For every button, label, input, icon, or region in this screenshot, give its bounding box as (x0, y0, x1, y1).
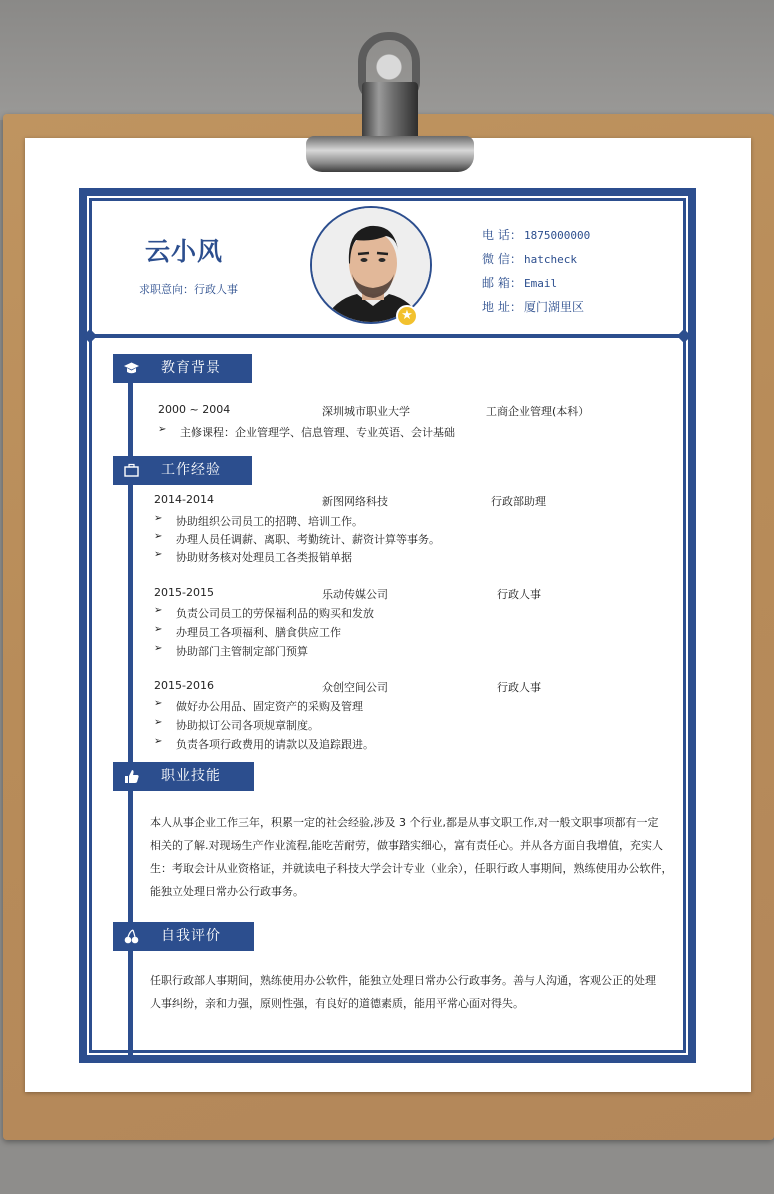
education-courses: 主修课程：企业管理学、信息管理、专业英语、会计基础 (180, 426, 455, 439)
section-education-title: 教育背景 (161, 360, 221, 376)
contact-phone-value: 1875000000 (524, 229, 591, 242)
self-eval-line: 任职行政部人事期间，熟练使用办公软件，能独立处理日常办公行政事务。善与人沟通，客观公正的处理 (150, 974, 656, 987)
job-intent (139, 281, 238, 297)
bullet-arrow-icon: ➢ (154, 717, 163, 728)
skills-line: 生：考取会计从业资格证，并就读电子科技大学会计专业（业余），任职行政人事期间，熟练使用办公软件， (150, 862, 673, 875)
briefcase-icon (123, 462, 140, 479)
cherries-icon (123, 928, 140, 945)
bullet-arrow-icon: ➢ (154, 736, 163, 747)
section-self-eval-title: 自我评价 (161, 928, 221, 944)
self-eval-line: 人事纠纷，亲和力强，原则性强，有良好的道德素质，能用平常心面对得失。 (150, 997, 524, 1010)
bullet-arrow-icon: ➢ (158, 424, 167, 435)
skills-line: 相关的了解.对现场生产作业流程,能吃苦耐劳，做事踏实细心，富有责任心。并从各方面自我增值，充实人 (150, 839, 663, 852)
thumbs-up-icon (123, 768, 140, 785)
header-divider (89, 334, 686, 338)
section-skills-title: 职业技能 (161, 768, 221, 784)
skills-paragraph (150, 811, 673, 903)
contact-email-label: 邮 箱： (482, 276, 522, 290)
job-duty: 负责公司员工的劳保福利品的购买和发放 (176, 607, 374, 620)
section-skills (113, 762, 254, 791)
section-work (113, 456, 252, 485)
section-work-title: 工作经验 (161, 462, 221, 478)
skills-line: 本人从事企业工作三年，积累一定的社会经验,涉及 3 个行业,都是从事文职工作,对一般文职事项都有一定 (150, 816, 659, 829)
bullet-arrow-icon: ➢ (154, 549, 163, 560)
job-period: 2015-2016 (154, 679, 214, 692)
bullet-arrow-icon: ➢ (154, 513, 163, 524)
job-company: 众创空间公司 (322, 681, 388, 694)
education-period: 2000 ~ 2004 (158, 403, 231, 416)
bullet-arrow-icon: ➢ (154, 531, 163, 542)
job-role: 行政人事 (497, 681, 541, 694)
job-duty: 协助财务核对处理员工各类报销单据 (176, 551, 352, 564)
contact-phone-label: 电 话： (482, 228, 522, 242)
star-icon: ★ (396, 305, 418, 327)
bullet-arrow-icon: ➢ (154, 698, 163, 709)
job-company: 乐动传媒公司 (322, 588, 388, 601)
education-major: 工商企业管理(本科） (486, 405, 590, 418)
section-self-eval (113, 922, 254, 951)
contact-email-value: Email (524, 277, 558, 290)
contact-address-value: 厦门湖里区 (524, 300, 585, 314)
clip-base (306, 136, 474, 172)
bullet-arrow-icon: ➢ (154, 605, 163, 616)
contact-wechat-label: 微 信： (482, 252, 522, 266)
contact-phone (482, 226, 590, 243)
job-company: 新图网络科技 (322, 495, 388, 508)
binder-clip (300, 22, 480, 182)
skills-line: 能独立处理日常办公行政事务。 (150, 885, 304, 898)
graduation-cap-icon (123, 360, 140, 377)
job-duty: 办理员工各项福利、膳食供应工作 (176, 626, 341, 639)
job-intent-label: 求职意向： (139, 283, 194, 296)
bullet-arrow-icon: ➢ (154, 624, 163, 635)
job-role: 行政人事 (497, 588, 541, 601)
job-period: 2015-2015 (154, 586, 214, 599)
job-duty: 协助部门主管制定部门预算 (176, 645, 308, 658)
contact-wechat (482, 250, 577, 267)
job-intent-value: 行政人事 (194, 283, 238, 296)
job-duty: 办理人员任调薪、离职、考勤统计、薪资计算等事务。 (176, 533, 440, 546)
job-duty: 负责各项行政费用的请款以及追踪跟进。 (176, 738, 374, 751)
education-school: 深圳城市职业大学 (322, 405, 410, 418)
bullet-arrow-icon: ➢ (154, 643, 163, 654)
job-role: 行政部助理 (491, 495, 546, 508)
section-education (113, 354, 252, 383)
contact-wechat-value: hatcheck (524, 253, 577, 266)
contact-address-label: 地 址： (482, 300, 522, 314)
job-duty: 协助组织公司员工的招聘、培训工作。 (176, 515, 363, 528)
candidate-name: 云小风 (145, 237, 224, 266)
job-duty: 做好办公用品、固定资产的采购及管理 (176, 700, 363, 713)
contact-email (482, 274, 557, 291)
job-period: 2014-2014 (154, 493, 214, 506)
self-eval-paragraph (150, 969, 656, 1015)
job-duty: 协助拟订公司各项规章制度。 (176, 719, 319, 732)
contact-address (482, 298, 584, 315)
